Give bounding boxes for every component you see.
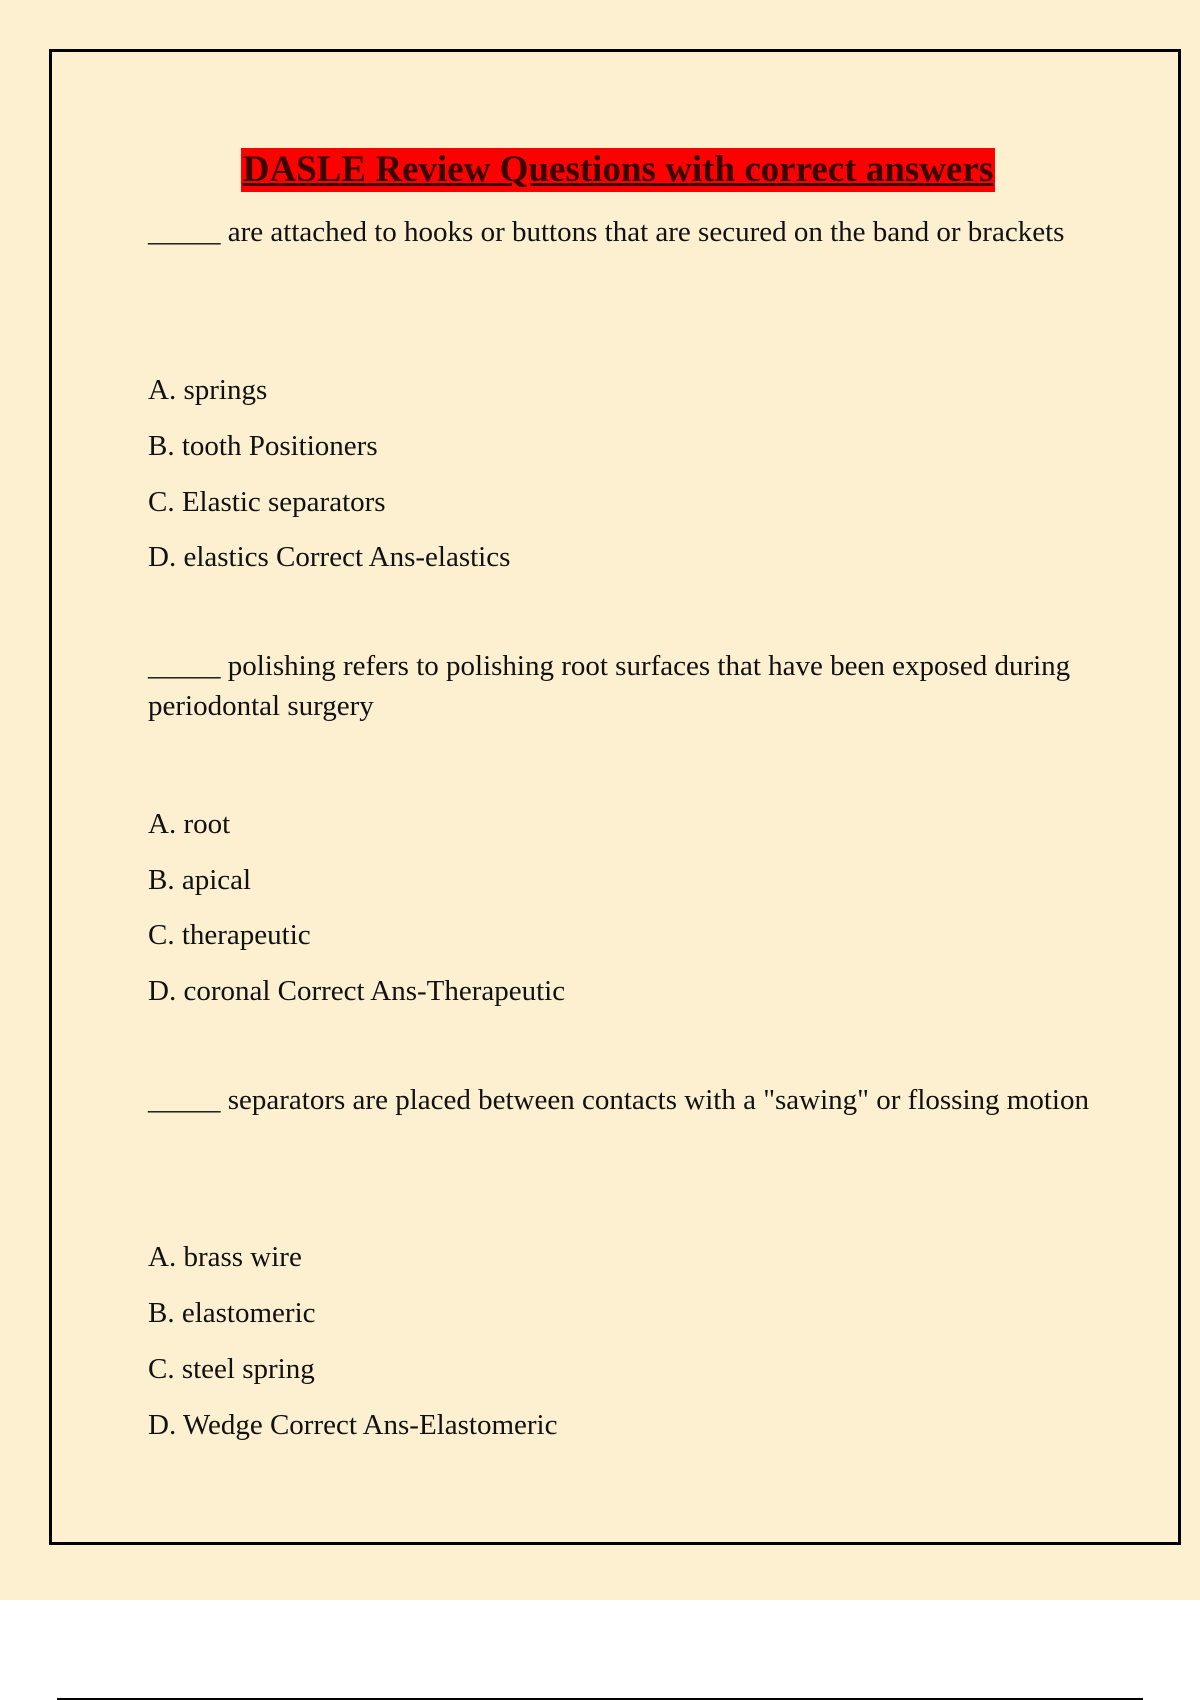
question-1-option-a: A. springs: [148, 374, 268, 406]
question-2-option-d: D. coronal Correct Ans-Therapeutic: [148, 975, 566, 1007]
question-2-stem: _____ polishing refers to polishing root surfaces that have been exposed during periodontal surgery: [148, 650, 1071, 722]
question-3-stem: _____ separators are placed between contacts with a "sawing" or flossing motion: [148, 1084, 1089, 1116]
title-container: [52, 148, 1184, 192]
question-1-option-d: D. elastics Correct Ans-elastics: [148, 541, 511, 573]
question-2-option-a: A. root: [148, 808, 231, 840]
question-1-option-b: B. tooth Positioners: [148, 430, 378, 462]
page-title: DASLE Review Questions with correct answers: [242, 149, 994, 190]
question-1-option-c: C. Elastic separators: [148, 486, 386, 518]
question-3-option-c: C. steel spring: [148, 1353, 315, 1385]
question-3-option-a: A. brass wire: [148, 1241, 302, 1273]
question-3-option-d: D. Wedge Correct Ans-Elastomeric: [148, 1409, 558, 1441]
content-frame: [49, 49, 1181, 1545]
question-1-stem: _____ are attached to hooks or buttons that are secured on the band or brackets: [148, 216, 1065, 248]
question-3-option-b: B. elastomeric: [148, 1297, 316, 1329]
question-2-option-c: C. therapeutic: [148, 919, 311, 951]
question-2-option-b: B. apical: [148, 864, 252, 896]
